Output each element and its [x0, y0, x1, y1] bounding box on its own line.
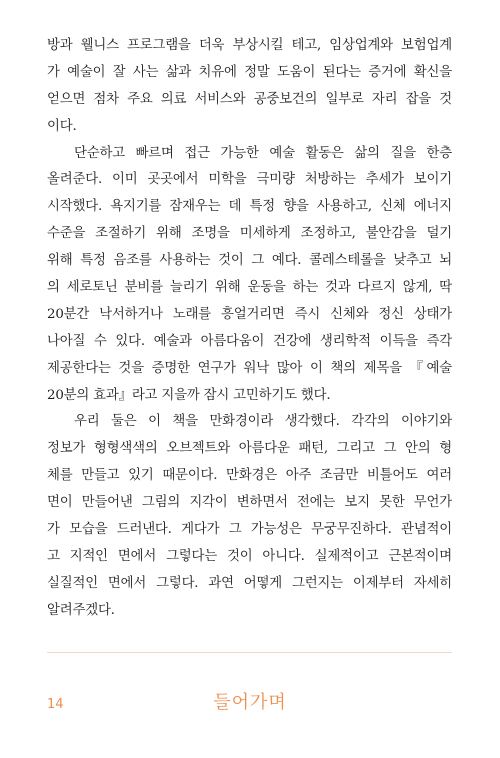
chapter-title: 들어가며 [213, 692, 287, 713]
footer-divider [47, 652, 452, 653]
text-line: 고 지적인 면에서 그렇다는 것이 아니다. 실제적이고 근본적이며 [47, 548, 452, 564]
paragraph [47, 33, 452, 141]
text-line: 시작했다. 욕지기를 잠재우는 데 특정 향을 사용하고, 신체 에너지 [47, 199, 452, 215]
text-line: 올려준다. 이미 곳곳에서 미학을 극미량 처방하는 추세가 보이기 [47, 172, 452, 188]
text-line: 20분간 낙서하거나 노래를 흥얼거리면 즉시 신체와 정신 상태가 [47, 306, 452, 322]
text-line: 위해 특정 음조를 사용하는 것이 그 예다. 콜레스테롤을 낮추고 뇌 [47, 253, 452, 269]
text-line: 이다. [47, 118, 77, 134]
text-line: 가 예술이 잘 사는 삶과 치유에 정말 도움이 된다는 증거에 확신을 [47, 64, 452, 80]
text-line: 알려주겠다. [47, 602, 115, 618]
text-line: 면이 만들어낸 그림의 지각이 변하면서 전에는 보지 못한 무언가 [47, 495, 452, 511]
text-line: 우리 둘은 이 책을 만화경이라 생각했다. 각각의 이야기와 [74, 414, 452, 430]
body-text [47, 33, 452, 625]
paragraph [47, 141, 452, 410]
text-line: 수준을 조절하기 위해 조명을 미세하게 조정하고, 불안감을 덜기 [47, 226, 452, 242]
text-line: 실질적인 면에서 그렇다. 과연 어떻게 그런지는 이제부터 자세히 [47, 575, 452, 591]
text-line: 제공한다는 것을 증명한 연구가 워낙 많아 이 책의 제목을 『예술 [47, 360, 452, 376]
text-line: 20분의 효과』라고 지을까 잠시 고민하기도 했다. [47, 387, 331, 403]
text-line: 가 모습을 드러낸다. 게다가 그 가능성은 무궁무진하다. 관념적이 [47, 522, 452, 538]
text-line: 체를 만들고 있기 때문이다. 만화경은 아주 조금만 비틀어도 여러 [47, 468, 452, 484]
text-line: 얻으면 점차 주요 의료 서비스와 공중보건의 일부로 자리 잡을 것 [47, 91, 452, 107]
page-number: 14 [47, 697, 64, 712]
text-line: 의 세로토닌 분비를 늘리기 위해 운동을 하는 것과 다르지 않게, 딱 [47, 280, 452, 296]
text-line: 단순하고 빠르며 접근 가능한 예술 활동은 삶의 질을 한층 [74, 145, 452, 161]
text-line: 방과 웰니스 프로그램을 더욱 부상시킬 테고, 임상업계와 보험업계 [47, 38, 452, 53]
paragraph [47, 409, 452, 624]
text-line: 정보가 형형색색의 오브젝트와 아름다운 패턴, 그리고 그 안의 형 [47, 441, 452, 457]
text-line: 나아질 수 있다. 예술과 아름다움이 건강에 생리학적 이득을 즉각 [47, 333, 452, 349]
